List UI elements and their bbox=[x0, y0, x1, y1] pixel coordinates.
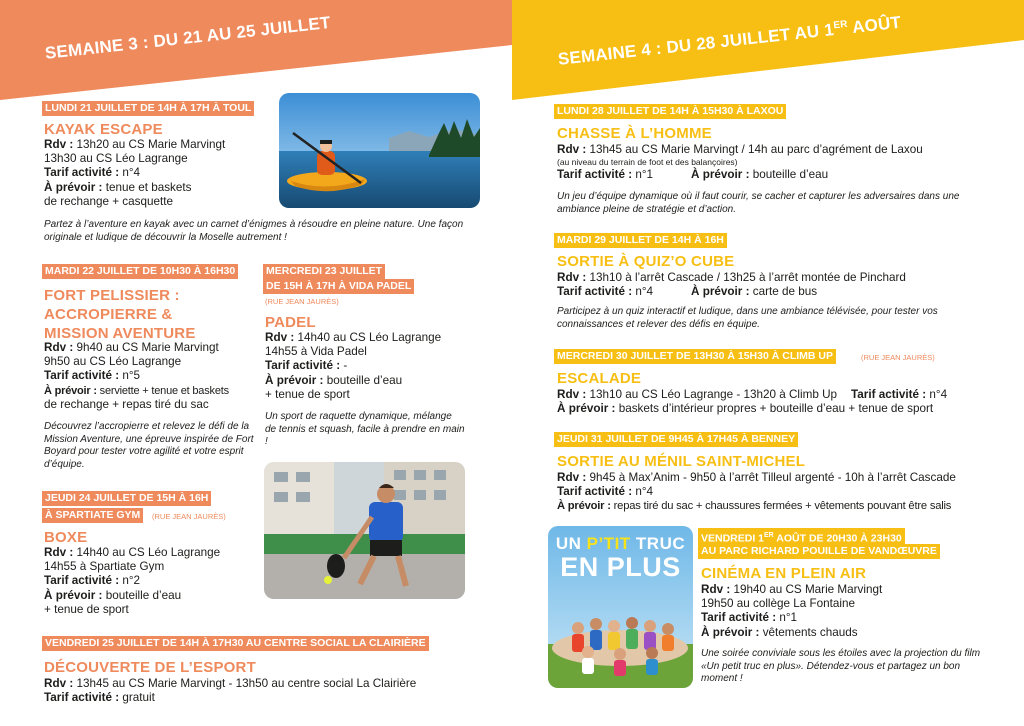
boxe-title: BOXE bbox=[44, 529, 88, 546]
fort-title: FORT PELISSIER : ACCROPIERRE & MISSION AVENTURE bbox=[44, 287, 196, 342]
boxe-date-line2: À SPARTIATE GYM bbox=[42, 508, 143, 523]
escalade-date: MERCREDI 30 JUILLET DE 13H30 À 15H30 À CLIMB UP bbox=[554, 349, 836, 364]
chasse-details: Rdv : 13h45 au CS Marie Marvingt / 14h au parc d’agrément de Laxou (au niveau du terrain de foot et des balançoires) Tarif activité : n°1 À prévoir : bouteille d’eau bbox=[557, 143, 923, 182]
kayak-title: KAYAK ESCAPE bbox=[44, 121, 163, 138]
fort-details: Rdv : 9h40 au CS Marie Marvingt 9h50 au CS Léo Lagrange Tarif activité : n°5 À prévoir : serviette + tenue et baskets de rechange + repas tiré du sac bbox=[44, 341, 229, 411]
chasse-date: LUNDI 28 JUILLET DE 14H À 15H30 À LAXOU bbox=[554, 104, 786, 119]
cinema-date-line2: AU PARC RICHARD POUILLE DE VANDŒUVRE bbox=[698, 544, 940, 559]
quiz-date: MARDI 29 JUILLET DE 14H À 16H bbox=[554, 233, 727, 248]
fort-description: Découvrez l’accropierre et relevez le défi de la Mission Aventure, une épreuve inspirée de Fort Boyard pour tester votre agilité et votre esprit d’équipe. bbox=[44, 421, 254, 470]
escalade-details: Rdv : 13h10 au CS Léo Lagrange - 13h20 à Climb Up Tarif activité : n°4 À prévoir : baskets d’intérieur propres + bouteille d’eau + tenue de sport bbox=[557, 388, 948, 416]
kayak-details: Rdv : 13h20 au CS Marie Marvingt 13h30 au CS Léo Lagrange Tarif activité : n°4 À prévoir : tenue et baskets de rechange + casquette bbox=[44, 138, 226, 208]
boxe-location-note: (RUE JEAN JAURÈS) bbox=[152, 512, 226, 521]
esport-date: VENDREDI 25 JUILLET DE 14H À 17H30 AU CENTRE SOCIAL LA CLAIRIÈRE bbox=[42, 636, 429, 651]
movie-poster bbox=[548, 526, 693, 688]
padel-photo bbox=[264, 462, 465, 599]
cinema-date-line1: VENDREDI 1ER AOÛT DE 20H30 À 23H30 bbox=[698, 528, 905, 547]
week4-title: SEMAINE 4 : DU 28 JUILLET AU 1ER AOÛT bbox=[557, 12, 903, 69]
boxe-date-line1: JEUDI 24 JUILLET DE 15H À 16H bbox=[42, 491, 211, 506]
cinema-description: Une soirée conviviale sous les étoiles avec la projection du film «Un petit truc en plus». Détendez-vous et partagez un bon moment ! bbox=[701, 648, 981, 684]
padel-description: Un sport de raquette dynamique, mélange de tennis et squash, facile à prendre en main ! bbox=[265, 411, 465, 447]
quiz-details: Rdv : 13h10 à l’arrêt Cascade / 13h25 à l’arrêt montée de Pinchard Tarif activité : n°4 À prévoir : carte de bus bbox=[557, 271, 906, 299]
cinema-title: CINÉMA EN PLEIN AIR bbox=[701, 565, 867, 582]
escalade-location-note: (RUE JEAN JAURÈS) bbox=[861, 353, 935, 362]
padel-title: PADEL bbox=[265, 314, 316, 331]
menil-details: Rdv : 9h45 à Max’Anim - 9h50 à l’arrêt Tilleul argenté - 10h à l’arrêt Cascade Tarif activité : n°4 À prévoir : repas tiré du sac + chaussures fermées + vêtements pouvant être salis bbox=[557, 471, 956, 513]
poster-title: UN P’TIT TRUC EN PLUS bbox=[555, 534, 686, 582]
kayak-photo bbox=[279, 93, 480, 208]
week3-title: SEMAINE 3 : DU 21 AU 25 JUILLET bbox=[44, 12, 332, 63]
menil-title: SORTIE AU MÉNIL SAINT-MICHEL bbox=[557, 453, 806, 470]
esport-details: Rdv : 13h45 au CS Marie Marvingt - 13h50 au centre social La Clairière Tarif activité : gratuit bbox=[44, 677, 417, 705]
quiz-description: Participez à un quiz interactif et ludique, dans une ambiance télévisée, pour tester vos connaissances et relever des défis en équipe. bbox=[557, 306, 938, 330]
boxe-details: Rdv : 14h40 au CS Léo Lagrange 14h55 à Spartiate Gym Tarif activité : n°2 À prévoir : bouteille d’eau + tenue de sport bbox=[44, 546, 221, 616]
padel-location-note: (RUE JEAN JAURÈS) bbox=[265, 297, 339, 306]
escalade-title: ESCALADE bbox=[557, 370, 642, 387]
kayak-date: LUNDI 21 JUILLET DE 14H À 17H À TOUL bbox=[42, 101, 254, 116]
fort-date: MARDI 22 JUILLET DE 10H30 À 16H30 bbox=[42, 264, 238, 279]
chasse-title: CHASSE À L’HOMME bbox=[557, 125, 712, 142]
kayak-description: Partez à l’aventure en kayak avec un carnet d’énigmes à résoudre en pleine nature. Une façon originale et ludique de découvrir la Moselle autrement ! bbox=[44, 219, 464, 243]
padel-date-line2: DE 15H À 17H À VIDA PADEL bbox=[263, 279, 414, 294]
esport-title: DÉCOUVERTE DE L’ESPORT bbox=[44, 659, 256, 676]
padel-details: Rdv : 14h40 au CS Léo Lagrange 14h55 à Vida Padel Tarif activité : - À prévoir : bouteille d’eau + tenue de sport bbox=[265, 331, 442, 401]
quiz-title: SORTIE À QUIZ’O CUBE bbox=[557, 253, 735, 270]
chasse-description: Un jeu d’équipe dynamique où il faut courir, se cacher et capturer les adversaires dans une ambiance pleine de stratégie et d’action. bbox=[557, 191, 960, 215]
menil-date: JEUDI 31 JUILLET DE 9H45 À 17H45 À BENNEY bbox=[554, 432, 798, 447]
padel-date-line1: MERCREDI 23 JUILLET bbox=[263, 264, 385, 279]
cinema-details: Rdv : 19h40 au CS Marie Marvingt 19h50 au collège La Fontaine Tarif activité : n°1 À prévoir : vêtements chauds bbox=[701, 583, 883, 639]
